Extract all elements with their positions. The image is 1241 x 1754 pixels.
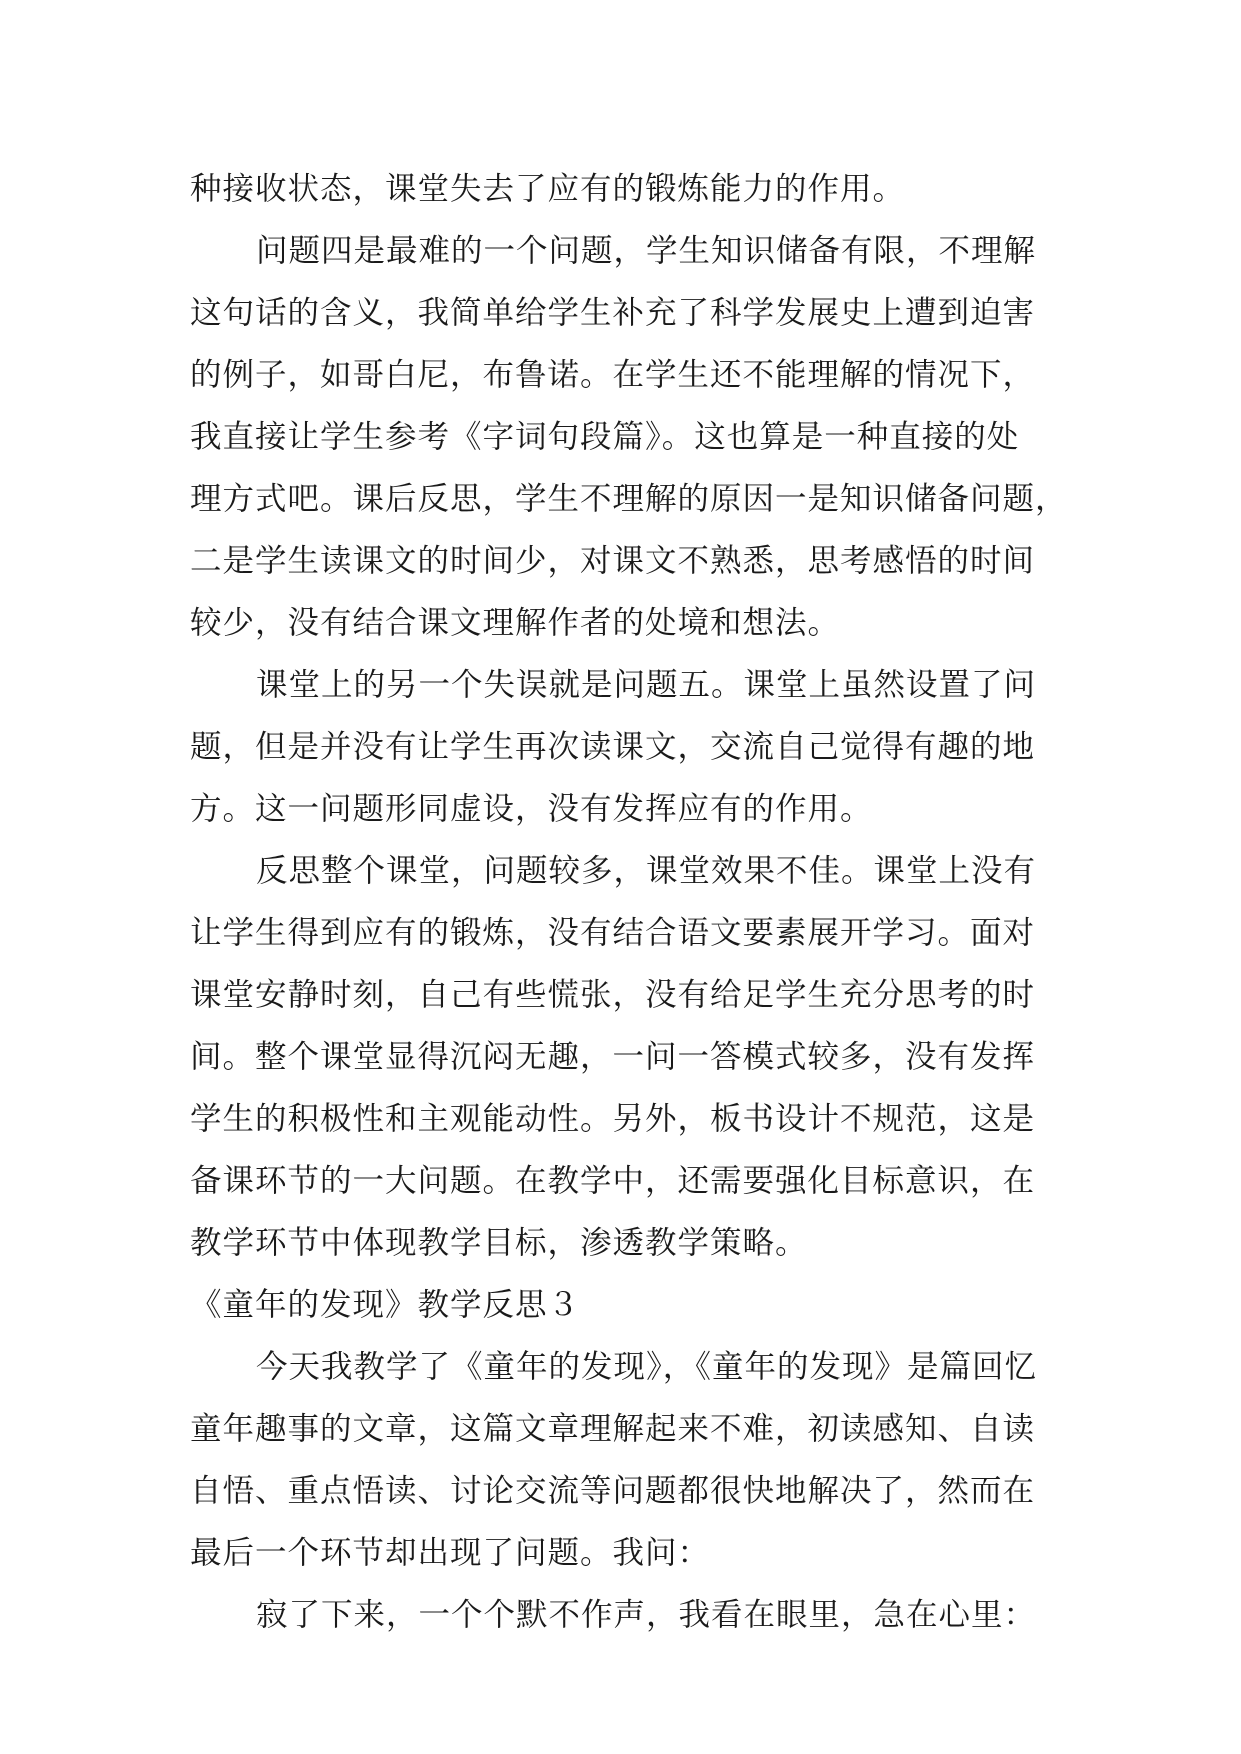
section-heading: 《童年的发现》教学反思３ (190, 1287, 581, 1323)
text-line: 让学生得到应有的锻炼，没有结合语文要素展开学习。面对 (190, 915, 1036, 951)
text-line: 童年趣事的文章，这篇文章理解起来不难，初读感知、自读 (190, 1411, 1036, 1447)
text-line: 问题四是最难的一个问题，学生知识储备有限，不理解 (256, 233, 1037, 269)
document-body (190, 158, 1068, 1646)
paragraph-reflection (190, 840, 1060, 1274)
text-line: 方。这一问题形同虚设，没有发挥应有的作用。 (190, 791, 873, 827)
text-line: 较少，没有结合课文理解作者的处境和想法。 (190, 605, 841, 641)
text-line: 最后一个环节却出现了问题。我问： (190, 1535, 711, 1571)
text-line: 教学环节中体现教学目标，渗透教学策略。 (190, 1225, 808, 1261)
text-line: 反思整个课堂，问题较多，课堂效果不佳。课堂上没有 (256, 853, 1037, 889)
text-line: 二是学生读课文的时间少，对课文不熟悉，思考感悟的时间 (190, 543, 1036, 579)
text-line: 这句话的含义，我简单给学生补充了科学发展史上遭到迫害 (190, 295, 1036, 331)
text-line: 理方式吧。课后反思，学生不理解的原因一是知识储备问题， (190, 481, 1068, 517)
text-line: 学生的积极性和主观能动性。另外，板书设计不规范，这是 (190, 1101, 1036, 1137)
text-line: 间。整个课堂显得沉闷无趣，一问一答模式较多，没有发挥 (190, 1039, 1036, 1075)
text-line: 今天我教学了《童年的发现》，《童年的发现》是篇回忆 (256, 1349, 1038, 1385)
text-line: 的例子，如哥白尼，布鲁诺。在学生还不能理解的情况下， (190, 357, 1036, 393)
text-line: 题，但是并没有让学生再次读课文，交流自己觉得有趣的地 (190, 729, 1036, 765)
text-line: 备课环节的一大问题。在教学中，还需要强化目标意识，在 (190, 1163, 1036, 1199)
paragraph-problem-five (190, 654, 1060, 840)
paragraph-today (190, 1336, 1060, 1584)
paragraph-silent (190, 1584, 1060, 1646)
text-line: 寂了下来，一个个默不作声，我看在眼里，急在心里： (256, 1597, 1037, 1633)
text-line: 我直接让学生参考《字词句段篇》。这也算是一种直接的处 (190, 419, 1020, 455)
text-line: 课堂上的另一个失误就是问题五。课堂上虽然设置了问 (256, 667, 1037, 703)
text-line: 自悟、重点悟读、讨论交流等问题都很快地解决了，然而在 (190, 1473, 1036, 1509)
paragraph-problem-four (190, 220, 1068, 654)
text-line: 种接收状态，课堂失去了应有的锻炼能力的作用。 (190, 171, 906, 207)
text-line: 课堂安静时刻，自己有些慌张，没有给足学生充分思考的时 (190, 977, 1036, 1013)
